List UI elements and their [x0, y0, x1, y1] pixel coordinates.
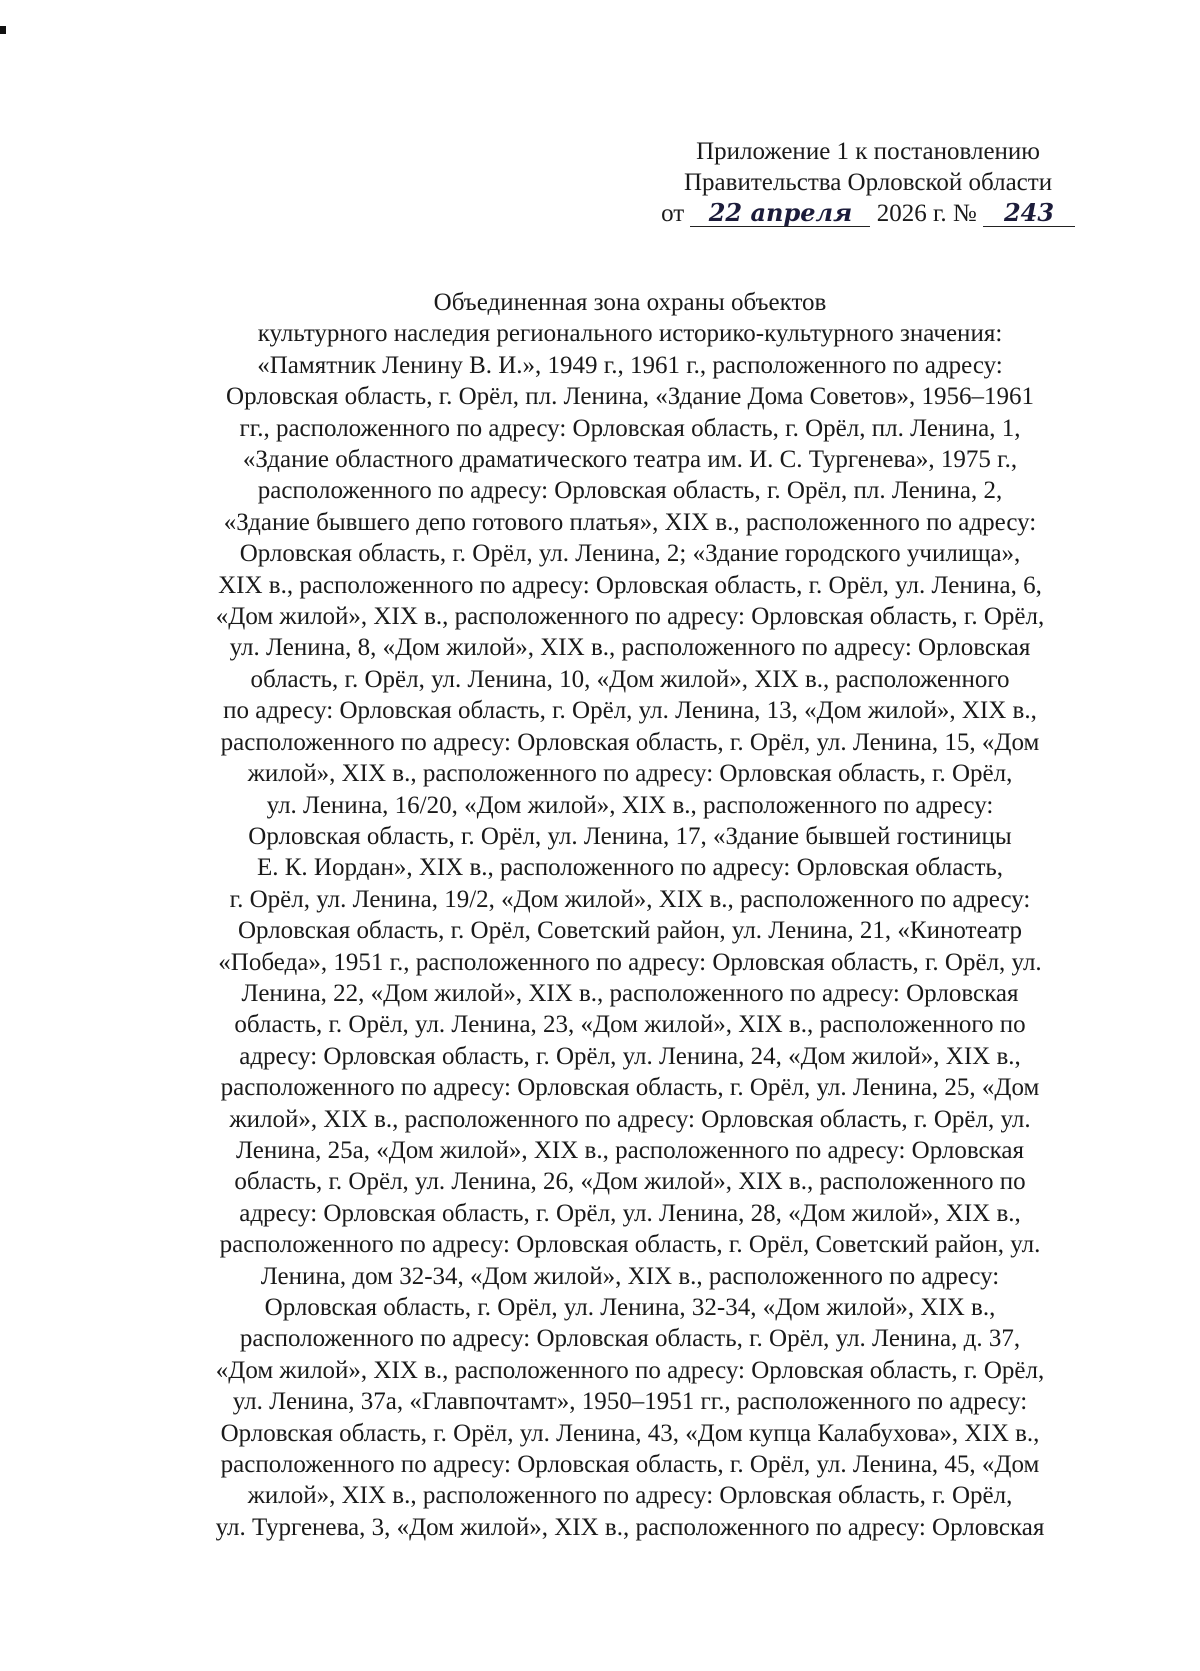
body-text-line: Орловская область, г. Орёл, ул. Ленина, 32-34, «Дом жилой», XIX в.,	[264, 1294, 996, 1321]
body-text-line: гг., расположенного по адресу: Орловская область, г. Орёл, пл. Ленина, 1,	[239, 414, 1021, 442]
body-text-line: область, г. Орёл, ул. Ленина, 10, «Дом жилой», XIX в., расположенного	[250, 665, 1010, 693]
document-title-line: Объединенная зона охраны объектов	[433, 289, 827, 316]
body-text-line: «Дом жилой», XIX в., расположенного по адресу: Орловская область, г. Орёл,	[215, 603, 1045, 631]
body-text-line: Орловская область, г. Орёл, ул. Ленина, 2; «Здание городского училища»,	[239, 540, 1021, 568]
body-text-line: жилой», XIX в., расположенного по адресу: Орловская область, г. Орёл, ул.	[229, 1105, 1031, 1133]
body-text-line: ул. Ленина, 8, «Дом жилой», XIX в., расположенного по адресу: Орловская	[229, 634, 1031, 662]
body-text-line: Ленина, дом 32-34, «Дом жилой», XIX в., расположенного по адресу:	[260, 1262, 1000, 1290]
document-body	[150, 287, 1110, 1543]
body-text-line: расположенного по адресу: Орловская область, г. Орёл, ул. Ленина, д. 37,	[239, 1325, 1021, 1353]
appendix-line-2: Правительства Орловской области	[683, 169, 1053, 196]
body-text-line: адресу: Орловская область, г. Орёл, ул. Ленина, 24, «Дом жилой», XIX в.,	[239, 1042, 1021, 1070]
body-text-line: Ленина, 22, «Дом жилой», XIX в., расположенного по адресу: Орловская	[241, 979, 1019, 1007]
body-text-line: Орловская область, г. Орёл, пл. Ленина, «Здание Дома Советов», 1956–1961	[226, 383, 1034, 411]
date-prefix: от	[661, 200, 685, 227]
body-text-line: «Победа», 1951 г., расположенного по адресу: Орловская область, г. Орёл, ул.	[218, 948, 1042, 976]
body-text-line: жилой», XIX в., расположенного по адресу: Орловская область, г. Орёл,	[247, 1482, 1013, 1510]
body-text-line: культурного наследия регионального историко-культурного значения:	[257, 320, 1003, 348]
body-text-line: «Дом жилой», XIX в., расположенного по адресу: Орловская область, г. Орёл,	[215, 1356, 1045, 1384]
body-text-line: расположенного по адресу: Орловская область, г. Орёл, ул. Ленина, 15, «Дом	[220, 728, 1040, 756]
scan-mark	[0, 26, 6, 34]
handwritten-date: 22 апреля	[690, 200, 870, 227]
body-text-line: Е. К. Иордан», XIX в., расположенного по адресу: Орловская область,	[256, 854, 1004, 882]
year-number-label: 2026 г. №	[876, 200, 977, 227]
body-text-line: XIX в., расположенного по адресу: Орловская область, г. Орёл, ул. Ленина, 6,	[218, 571, 1042, 599]
body-text-line: ул. Ленина, 16/20, «Дом жилой», XIX в., расположенного по адресу:	[266, 791, 994, 819]
body-text-line: ул. Тургенева, 3, «Дом жилой», XIX в., расположенного по адресу: Орловская	[215, 1513, 1045, 1541]
body-text-line: расположенного по адресу: Орловская область, г. Орёл, пл. Ленина, 2,	[257, 477, 1003, 505]
body-text-line: область, г. Орёл, ул. Ленина, 23, «Дом жилой», XIX в., расположенного по	[234, 1011, 1026, 1039]
body-text-line: Орловская область, г. Орёл, ул. Ленина, 43, «Дом купца Калабухова», XIX в.,	[220, 1419, 1040, 1447]
appendix-date-line	[661, 198, 1075, 229]
appendix-line-1: Приложение 1 к постановлению	[696, 138, 1040, 165]
body-text-line: ул. Ленина, 37а, «Главпочтамт», 1950–1951 гг., расположенного по адресу:	[232, 1388, 1028, 1416]
body-text-line: г. Орёл, ул. Ленина, 19/2, «Дом жилой», XIX в., расположенного по адресу:	[229, 885, 1031, 913]
body-text-line: расположенного по адресу: Орловская область, г. Орёл, Советский район, ул.	[219, 1231, 1041, 1259]
body-text-line: жилой», XIX в., расположенного по адресу: Орловская область, г. Орёл,	[247, 760, 1013, 788]
body-text-line: по адресу: Орловская область, г. Орёл, ул. Ленина, 13, «Дом жилой», XIX в.,	[223, 697, 1037, 725]
appendix-header	[661, 136, 1075, 229]
body-text-line: Орловская область, г. Орёл, Советский район, ул. Ленина, 21, «Кинотеатр	[237, 917, 1023, 945]
body-text-line: «Здание бывшего депо готового платья», XIX в., расположенного по адресу:	[223, 508, 1037, 536]
body-text-line: адресу: Орловская область, г. Орёл, ул. Ленина, 28, «Дом жилой», XIX в.,	[239, 1199, 1021, 1227]
body-text-line: Орловская область, г. Орёл, ул. Ленина, 17, «Здание бывшей гостиницы	[248, 822, 1012, 850]
body-text-line: область, г. Орёл, ул. Ленина, 26, «Дом жилой», XIX в., расположенного по	[234, 1168, 1026, 1196]
body-text-line: «Здание областного драматического театра им. И. С. Тургенева», 1975 г.,	[242, 446, 1018, 474]
body-text-line: «Памятник Ленину В. И.», 1949 г., 1961 г., расположенного по адресу:	[257, 351, 1003, 379]
body-text-line: расположенного по адресу: Орловская область, г. Орёл, ул. Ленина, 25, «Дом	[220, 1074, 1040, 1102]
body-text-line: Ленина, 25а, «Дом жилой», XIX в., расположенного по адресу: Орловская	[236, 1136, 1024, 1164]
body-text-line: расположенного по адресу: Орловская область, г. Орёл, ул. Ленина, 45, «Дом	[220, 1451, 1040, 1479]
handwritten-number: 243	[983, 200, 1075, 227]
